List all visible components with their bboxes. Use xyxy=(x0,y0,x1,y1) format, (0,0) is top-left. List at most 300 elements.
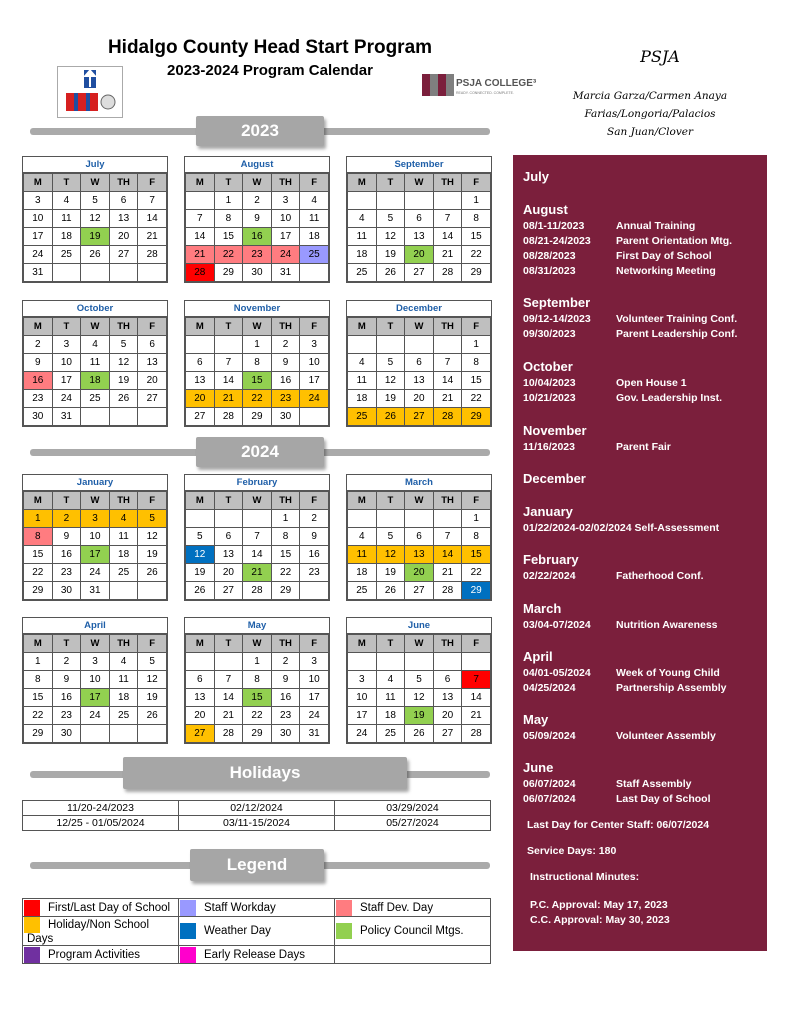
day-cell: 16 xyxy=(243,228,272,246)
month-name: January xyxy=(23,475,167,491)
weekday-header: F xyxy=(138,635,167,653)
week-row xyxy=(24,653,167,671)
weekday-header: T xyxy=(214,318,243,336)
month-name: November xyxy=(185,301,329,317)
day-cell: 1 xyxy=(243,336,272,354)
day-cell: 12 xyxy=(81,210,110,228)
day-cell xyxy=(109,408,138,426)
weekday-header: W xyxy=(243,492,272,510)
day-cell: 15 xyxy=(243,372,272,390)
event-item xyxy=(523,392,722,404)
day-cell: 31 xyxy=(52,408,81,426)
day-cell xyxy=(81,408,110,426)
month-name: October xyxy=(23,301,167,317)
day-cell: 28 xyxy=(462,725,491,743)
legend-swatch xyxy=(180,947,196,963)
month-calendar-march xyxy=(346,474,492,601)
day-cell: 10 xyxy=(24,210,53,228)
event-name: Gov. Leadership Inst. xyxy=(616,392,722,404)
weekday-header: M xyxy=(348,492,377,510)
legend-item xyxy=(179,899,335,917)
legend-banner: Legend xyxy=(190,849,324,881)
day-cell: 23 xyxy=(271,707,300,725)
day-cell: 23 xyxy=(52,707,81,725)
day-cell: 28 xyxy=(214,408,243,426)
day-cell: 29 xyxy=(243,408,272,426)
weekday-header: M xyxy=(348,174,377,192)
day-cell xyxy=(138,408,167,426)
day-cell: 6 xyxy=(186,354,215,372)
event-item xyxy=(523,265,716,277)
month-name: April xyxy=(23,618,167,634)
day-cell: 11 xyxy=(300,210,329,228)
event-date: 05/09/2024 xyxy=(523,730,576,742)
day-cell: 7 xyxy=(462,671,491,689)
weekday-header: F xyxy=(462,635,491,653)
legend-label: Holiday/Non School Days xyxy=(27,919,150,945)
day-cell: 4 xyxy=(109,510,138,528)
month-name: February xyxy=(185,475,329,491)
weekday-header: W xyxy=(405,174,434,192)
day-cell: 5 xyxy=(81,192,110,210)
week-row xyxy=(24,192,167,210)
day-cell: 24 xyxy=(24,246,53,264)
legend-swatch xyxy=(180,900,196,916)
day-cell: 21 xyxy=(433,390,462,408)
week-row xyxy=(186,653,329,671)
weekday-header: TH xyxy=(433,635,462,653)
day-cell: 7 xyxy=(214,354,243,372)
day-cell: 15 xyxy=(271,546,300,564)
month-calendar-august xyxy=(184,156,330,283)
day-cell xyxy=(243,510,272,528)
day-cell: 3 xyxy=(81,653,110,671)
day-cell xyxy=(186,336,215,354)
day-cell xyxy=(52,264,81,282)
day-cell: 29 xyxy=(462,408,491,426)
day-cell: 28 xyxy=(433,264,462,282)
event-date: 08/1-11/2023 xyxy=(523,220,585,232)
month-calendar-april xyxy=(22,617,168,744)
day-cell: 16 xyxy=(300,546,329,564)
event-date: 09/30/2023 xyxy=(523,328,576,340)
weekday-header: TH xyxy=(109,318,138,336)
day-cell: 15 xyxy=(214,228,243,246)
day-cell: 4 xyxy=(52,192,81,210)
college-label: PSJA COLLEGE³ xyxy=(456,78,537,89)
weekday-header: M xyxy=(348,318,377,336)
day-cell: 1 xyxy=(243,653,272,671)
day-cell: 1 xyxy=(271,510,300,528)
day-cell xyxy=(348,336,377,354)
day-cell: 13 xyxy=(405,546,434,564)
event-item xyxy=(523,377,687,389)
day-cell: 22 xyxy=(24,564,53,582)
event-date: 10/04/2023 xyxy=(523,377,576,389)
event-date: 06/07/2024 xyxy=(523,778,576,790)
day-cell xyxy=(214,336,243,354)
district-title: PSJA xyxy=(640,47,680,66)
day-cell: 22 xyxy=(462,390,491,408)
weekday-header: T xyxy=(376,174,405,192)
day-cell: 26 xyxy=(138,564,167,582)
event-name: First Day of School xyxy=(616,250,712,262)
day-cell: 31 xyxy=(81,582,110,600)
week-row xyxy=(24,725,167,743)
weekday-header: F xyxy=(462,174,491,192)
day-cell: 15 xyxy=(462,372,491,390)
holiday-cell: 05/27/2024 xyxy=(335,816,491,831)
day-cell xyxy=(300,582,329,600)
week-row xyxy=(186,528,329,546)
week-row xyxy=(24,564,167,582)
day-cell: 14 xyxy=(138,210,167,228)
weekday-header: T xyxy=(214,492,243,510)
day-cell: 22 xyxy=(271,564,300,582)
weekday-header: T xyxy=(376,492,405,510)
cc-approval: C.C. Approval: May 30, 2023 xyxy=(530,914,670,926)
day-cell: 26 xyxy=(138,707,167,725)
weekday-header: M xyxy=(186,318,215,336)
week-row xyxy=(186,671,329,689)
week-row xyxy=(24,210,167,228)
day-cell: 14 xyxy=(243,546,272,564)
week-row xyxy=(186,546,329,564)
day-cell: 26 xyxy=(109,390,138,408)
day-cell: 29 xyxy=(462,264,491,282)
day-cell: 4 xyxy=(348,354,377,372)
day-cell: 7 xyxy=(138,192,167,210)
day-cell: 6 xyxy=(109,192,138,210)
week-row xyxy=(348,390,491,408)
day-cell: 5 xyxy=(405,671,434,689)
day-cell: 18 xyxy=(81,372,110,390)
day-cell: 5 xyxy=(138,653,167,671)
day-cell: 10 xyxy=(52,354,81,372)
day-cell: 24 xyxy=(52,390,81,408)
day-cell: 27 xyxy=(405,582,434,600)
event-date: 02/22/2024 xyxy=(523,570,576,582)
weekday-header: T xyxy=(376,318,405,336)
event-item xyxy=(523,570,704,582)
day-cell: 7 xyxy=(433,354,462,372)
legend-swatch xyxy=(336,923,352,939)
day-cell: 2 xyxy=(52,653,81,671)
weekday-header: T xyxy=(52,174,81,192)
day-cell: 29 xyxy=(243,725,272,743)
weekday-header: T xyxy=(376,635,405,653)
day-cell: 6 xyxy=(214,528,243,546)
event-month-heading: February xyxy=(523,552,579,567)
day-cell: 7 xyxy=(243,528,272,546)
week-row xyxy=(24,528,167,546)
day-cell: 14 xyxy=(433,228,462,246)
day-cell: 16 xyxy=(271,372,300,390)
event-item xyxy=(523,522,719,534)
day-cell: 19 xyxy=(376,246,405,264)
day-cell: 13 xyxy=(433,689,462,707)
day-cell xyxy=(462,653,491,671)
legend-item xyxy=(23,917,179,946)
week-row xyxy=(24,390,167,408)
event-date: 01/22/2024-02/02/2024 Self-Assessment xyxy=(523,522,720,534)
day-cell: 10 xyxy=(300,354,329,372)
day-cell: 28 xyxy=(138,246,167,264)
event-date: 03/04-07/2024 xyxy=(523,619,591,631)
day-cell xyxy=(348,653,377,671)
week-row xyxy=(348,707,491,725)
weekday-header: TH xyxy=(109,492,138,510)
week-row xyxy=(24,246,167,264)
week-row xyxy=(186,192,329,210)
day-cell: 17 xyxy=(348,707,377,725)
day-cell: 12 xyxy=(109,354,138,372)
day-cell: 23 xyxy=(243,246,272,264)
legend-item xyxy=(335,917,491,946)
pc-approval: P.C. Approval: May 17, 2023 xyxy=(530,899,668,911)
table-row xyxy=(23,816,491,831)
event-month-heading: November xyxy=(523,423,587,438)
weekday-header: F xyxy=(138,318,167,336)
day-cell: 20 xyxy=(433,707,462,725)
day-cell: 21 xyxy=(462,707,491,725)
day-cell: 29 xyxy=(24,582,53,600)
event-name: Last Day of School xyxy=(616,793,711,805)
week-row xyxy=(24,582,167,600)
day-cell: 24 xyxy=(81,564,110,582)
day-cell xyxy=(81,725,110,743)
day-cell: 15 xyxy=(462,228,491,246)
week-row xyxy=(348,564,491,582)
day-cell: 5 xyxy=(376,528,405,546)
day-cell: 18 xyxy=(109,546,138,564)
week-row xyxy=(348,546,491,564)
week-row xyxy=(24,336,167,354)
legend-label: Program Activities xyxy=(48,948,141,961)
day-cell: 25 xyxy=(348,582,377,600)
week-row xyxy=(186,210,329,228)
week-row xyxy=(186,372,329,390)
day-cell: 1 xyxy=(462,192,491,210)
day-cell: 16 xyxy=(24,372,53,390)
day-cell: 9 xyxy=(271,354,300,372)
week-row xyxy=(186,582,329,600)
day-cell: 23 xyxy=(300,564,329,582)
month-calendar-june xyxy=(346,617,492,744)
day-cell: 31 xyxy=(24,264,53,282)
day-cell: 26 xyxy=(186,582,215,600)
day-cell: 30 xyxy=(271,408,300,426)
weekday-header: M xyxy=(24,635,53,653)
week-row xyxy=(186,264,329,282)
day-cell: 15 xyxy=(243,689,272,707)
day-cell: 22 xyxy=(214,246,243,264)
day-cell: 27 xyxy=(138,390,167,408)
day-cell: 21 xyxy=(214,707,243,725)
month-name: September xyxy=(347,157,491,173)
week-row xyxy=(348,264,491,282)
day-cell: 30 xyxy=(271,725,300,743)
legend-label: Policy Council Mtgs. xyxy=(360,925,464,938)
week-row xyxy=(348,510,491,528)
week-row xyxy=(24,228,167,246)
day-cell: 21 xyxy=(214,390,243,408)
event-month-heading: June xyxy=(523,760,554,775)
holiday-cell: 12/25 - 01/05/2024 xyxy=(23,816,179,831)
day-cell xyxy=(138,582,167,600)
event-date: 08/21-24/2023 xyxy=(523,235,591,247)
month-calendar-october xyxy=(22,300,168,427)
day-cell: 3 xyxy=(52,336,81,354)
day-cell: 2 xyxy=(24,336,53,354)
day-cell: 30 xyxy=(24,408,53,426)
event-name: Annual Training xyxy=(616,220,696,232)
event-item xyxy=(523,250,712,262)
day-cell: 30 xyxy=(243,264,272,282)
day-cell: 25 xyxy=(376,725,405,743)
day-cell: 8 xyxy=(214,210,243,228)
week-row xyxy=(348,372,491,390)
day-cell: 22 xyxy=(462,246,491,264)
weekday-header: TH xyxy=(271,318,300,336)
day-cell xyxy=(405,510,434,528)
day-cell: 4 xyxy=(109,653,138,671)
event-date: 08/31/2023 xyxy=(523,265,576,277)
day-cell: 12 xyxy=(376,228,405,246)
day-cell: 29 xyxy=(271,582,300,600)
day-cell: 27 xyxy=(405,408,434,426)
weekday-header: W xyxy=(243,174,272,192)
event-item xyxy=(523,682,727,694)
day-cell: 3 xyxy=(24,192,53,210)
holiday-cell: 03/29/2024 xyxy=(335,801,491,816)
week-row xyxy=(348,671,491,689)
day-cell: 25 xyxy=(52,246,81,264)
day-cell: 21 xyxy=(138,228,167,246)
weekday-header: M xyxy=(348,635,377,653)
day-cell: 30 xyxy=(52,582,81,600)
day-cell: 17 xyxy=(52,372,81,390)
day-cell: 14 xyxy=(462,689,491,707)
event-month-heading: May xyxy=(523,712,549,727)
event-item xyxy=(523,730,716,742)
legend-label: Weather Day xyxy=(204,925,271,938)
day-cell: 17 xyxy=(24,228,53,246)
day-cell: 11 xyxy=(109,671,138,689)
day-cell xyxy=(186,653,215,671)
day-cell: 21 xyxy=(243,564,272,582)
college-tagline: READY. CONNECTED. COMPLETE. xyxy=(456,91,514,95)
day-cell: 21 xyxy=(186,246,215,264)
day-cell: 8 xyxy=(243,354,272,372)
day-cell: 14 xyxy=(433,546,462,564)
weekday-header: F xyxy=(300,318,329,336)
weekday-header: T xyxy=(214,174,243,192)
day-cell: 8 xyxy=(24,528,53,546)
week-row xyxy=(186,564,329,582)
weekday-header: W xyxy=(243,318,272,336)
year-banner-2023: 2023 xyxy=(196,116,324,146)
weekday-header: W xyxy=(405,635,434,653)
day-cell: 3 xyxy=(271,192,300,210)
day-cell: 8 xyxy=(271,528,300,546)
legend-swatch xyxy=(24,947,40,963)
month-calendar-may xyxy=(184,617,330,744)
legend-item xyxy=(179,946,335,964)
day-cell: 26 xyxy=(376,408,405,426)
week-row xyxy=(24,372,167,390)
campus-line: San Juan/Clover xyxy=(607,126,693,138)
event-date: 09/12-14/2023 xyxy=(523,313,591,325)
weekday-header: W xyxy=(405,492,434,510)
day-cell: 16 xyxy=(271,689,300,707)
day-cell: 26 xyxy=(376,264,405,282)
event-date: 11/16/2023 xyxy=(523,441,575,453)
day-cell xyxy=(186,510,215,528)
day-cell: 3 xyxy=(348,671,377,689)
weekday-header: F xyxy=(462,318,491,336)
event-name: Parent Orientation Mtg. xyxy=(616,235,733,247)
day-cell: 18 xyxy=(348,564,377,582)
event-item xyxy=(523,220,695,232)
event-name: Staff Assembly xyxy=(616,778,692,790)
day-cell: 6 xyxy=(405,528,434,546)
day-cell: 7 xyxy=(433,210,462,228)
day-cell: 1 xyxy=(462,510,491,528)
day-cell: 14 xyxy=(186,228,215,246)
weekday-header: F xyxy=(138,174,167,192)
day-cell: 28 xyxy=(433,582,462,600)
holiday-cell: 02/12/2024 xyxy=(179,801,335,816)
day-cell: 4 xyxy=(81,336,110,354)
legend-table xyxy=(22,898,491,964)
event-month-heading: March xyxy=(523,601,562,616)
day-cell: 21 xyxy=(433,564,462,582)
legend-label: Early Release Days xyxy=(204,948,305,961)
event-name: Partnership Assembly xyxy=(616,682,727,694)
day-cell: 29 xyxy=(462,582,491,600)
day-cell: 5 xyxy=(376,210,405,228)
day-cell: 11 xyxy=(52,210,81,228)
day-cell xyxy=(376,336,405,354)
day-cell: 13 xyxy=(214,546,243,564)
weekday-header: F xyxy=(300,174,329,192)
day-cell: 25 xyxy=(109,707,138,725)
legend-swatch xyxy=(24,900,40,916)
day-cell xyxy=(348,510,377,528)
day-cell: 15 xyxy=(24,546,53,564)
event-name: Fatherhood Conf. xyxy=(616,570,704,582)
day-cell: 9 xyxy=(300,528,329,546)
week-row xyxy=(348,228,491,246)
week-row xyxy=(24,354,167,372)
month-name: May xyxy=(185,618,329,634)
month-name: March xyxy=(347,475,491,491)
day-cell xyxy=(81,264,110,282)
event-month-heading: July xyxy=(523,169,550,184)
day-cell: 17 xyxy=(81,546,110,564)
day-cell xyxy=(405,336,434,354)
weekday-header: W xyxy=(81,174,110,192)
legend-item xyxy=(179,917,335,946)
day-cell xyxy=(405,192,434,210)
day-cell: 17 xyxy=(300,689,329,707)
event-item xyxy=(523,619,718,631)
day-cell: 9 xyxy=(52,528,81,546)
weekday-header: TH xyxy=(433,174,462,192)
legend-swatch xyxy=(24,917,40,933)
day-cell: 20 xyxy=(214,564,243,582)
